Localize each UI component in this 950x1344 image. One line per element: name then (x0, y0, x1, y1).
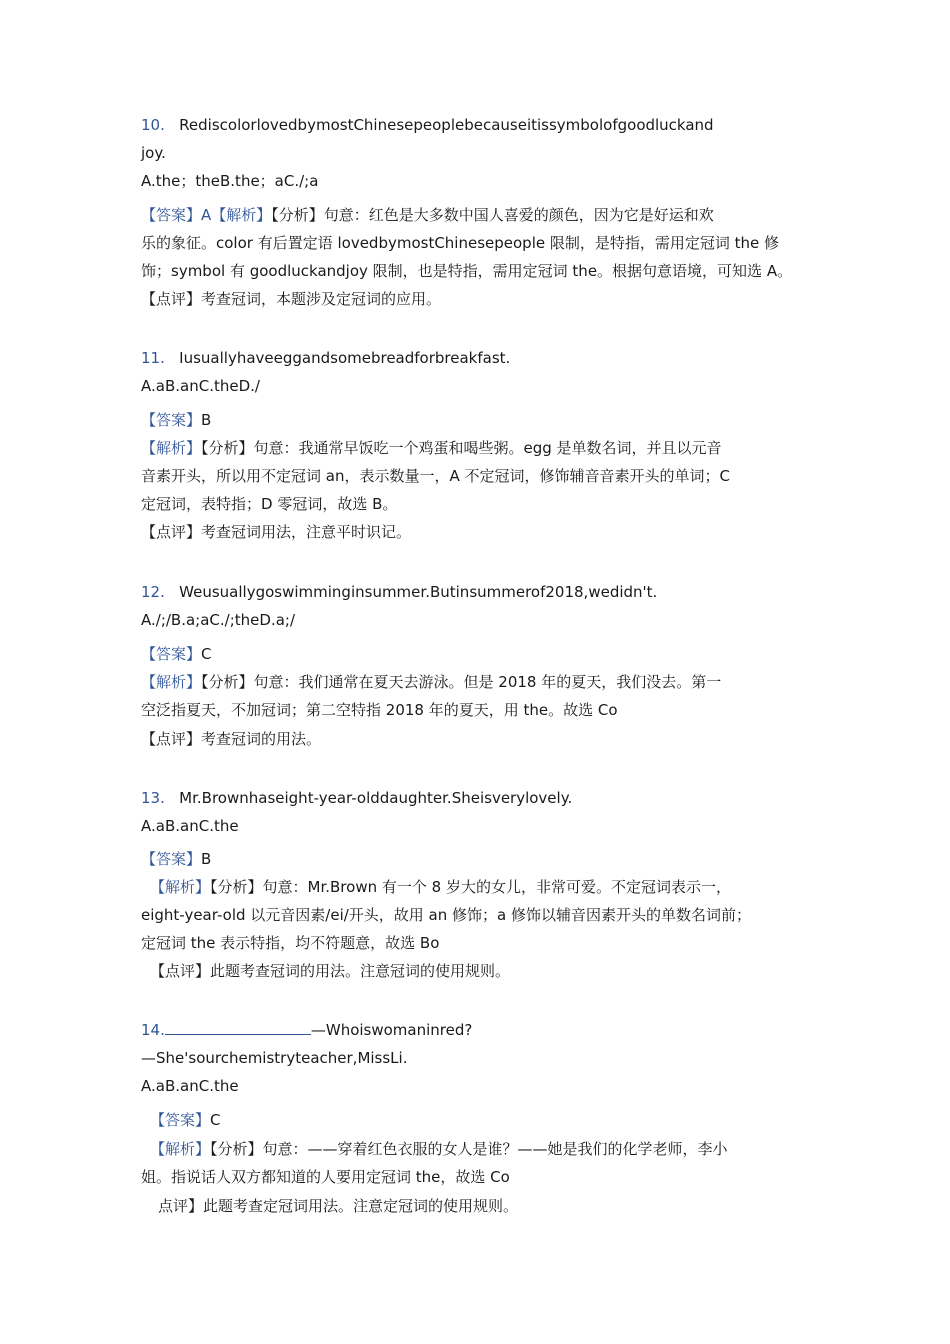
analysis-text: 【分析】句意：——穿着红色衣服的女人是谁？——她是我们的化学老师，李小 (210, 1140, 728, 1158)
analysis-tag: 【解析】 (150, 1140, 211, 1158)
question-12-comment: 【点评】考查冠词的用法。 (141, 730, 322, 748)
question-14-options: A.aB.anC.the (141, 1077, 239, 1095)
question-10-stem (141, 115, 714, 135)
question-number: 14. (141, 1021, 165, 1039)
analysis-tag: 【解析】 (141, 439, 202, 457)
answer-tag: 【答案】 (141, 411, 202, 429)
question-11-answer (141, 410, 211, 430)
answer-blank (165, 1020, 311, 1035)
question-10-comment: 【点评】考查冠词，本题涉及定冠词的应用。 (141, 290, 442, 308)
answer-tag: 【答案】 (141, 645, 202, 663)
question-14-analysis-1 (150, 1139, 728, 1159)
question-11-comment: 【点评】考查冠词用法，注意平时识记。 (141, 523, 412, 541)
analysis-tag: 【解析】 (150, 878, 211, 896)
question-11-analysis-2: 音素开头，所以用不定冠词 an，表示数量一，A 不定冠词，修饰辅音音素开头的单词；C (141, 467, 730, 485)
answer-tag: 【答案】 (141, 206, 202, 224)
question-11-analysis-3: 定冠词，表特指；D 零冠词，故选 B。 (141, 495, 398, 513)
analysis-tag: 【解析】 (141, 673, 202, 691)
analysis-text: 【分析】句意：Mr.Brown 有一个 8 岁大的女儿，非常可爱。不定冠词表示一， (210, 878, 731, 896)
question-text: Weusuallygoswimminginsummer.Butinsummerof2018,wedidn't. (179, 583, 658, 601)
question-13-answer (141, 849, 211, 869)
question-13-stem (141, 788, 572, 808)
question-text: Iusuallyhaveeggandsomebreadforbreakfast. (179, 349, 511, 367)
question-14-answer (150, 1110, 221, 1130)
question-text: RediscolorlovedbymostChinesepeoplebecauseitissymbolofgoodluckand (179, 116, 714, 134)
question-number: 11. (141, 349, 165, 367)
question-number: 12. (141, 583, 165, 601)
question-text: —Whoiswomaninred? (310, 1021, 473, 1039)
question-10-options: A.the；theB.the；aC./;a (141, 172, 319, 190)
question-13-analysis-1 (150, 877, 731, 897)
question-12-answer (141, 644, 212, 664)
question-13-analysis-3: 定冠词 the 表示特指，均不符题意，故选 Bo (141, 934, 440, 952)
answer-value: C (201, 645, 212, 663)
question-10-stem-cont: joy. (141, 144, 166, 162)
question-14-comment: 点评】此题考查定冠词用法。注意定冠词的使用规则。 (158, 1197, 519, 1215)
question-12-options: A./;/B.a;aC./;theD.a;/ (141, 611, 296, 629)
answer-tag: 【答案】 (150, 1111, 211, 1129)
question-10-analysis-2: 乐的象征。color 有后置定语 lovedbymostChinesepeople 限制，是特指，需用定冠词 the 修 (141, 234, 780, 252)
analysis-text: 【分析】句意：我通常早饭吃一个鸡蛋和喝些粥。egg 是单数名词，并且以元音 (201, 439, 722, 457)
answer-value: B (201, 850, 212, 868)
question-10-analysis-1 (141, 205, 714, 225)
question-14-stem-cont: —She'sourchemistryteacher,MissLi. (141, 1049, 408, 1067)
question-13-options: A.aB.anC.the (141, 817, 239, 835)
question-number: 13. (141, 789, 165, 807)
question-number: 10. (141, 116, 165, 134)
analysis-tag: 【解析】 (211, 206, 272, 224)
question-12-analysis-1 (141, 672, 721, 692)
analysis-text: 【分析】句意：我们通常在夏天去游泳。但是 2018 年的夏天，我们没去。第一 (201, 673, 722, 691)
question-12-analysis-2: 空泛指夏天，不加冠词；第二空特指 2018 年的夏天，用 the。故选 Co (141, 701, 618, 719)
question-13-comment: 【点评】此题考查冠词的用法。注意冠词的使用规则。 (150, 962, 511, 980)
answer-value: A (201, 206, 212, 224)
question-14-stem (141, 1020, 472, 1040)
analysis-text: 【分析】句意：红色是大多数中国人喜爱的颜色，因为它是好运和欢 (271, 206, 714, 224)
answer-value: C (210, 1111, 221, 1129)
question-14-analysis-2: 姐。指说话人双方都知道的人要用定冠词 the，故选 Co (141, 1168, 510, 1186)
question-13-analysis-2: eight-year-old 以元音因素/ei/开头，故用 an 修饰；a 修饰以辅音因素开头的单数名词前； (141, 906, 751, 924)
question-12-stem (141, 582, 657, 602)
question-11-stem (141, 348, 510, 368)
question-10-analysis-3: 饰；symbol 有 goodluckandjoy 限制，也是特指，需用定冠词 the。根据句意语境，可知选 A。 (141, 262, 793, 280)
question-11-analysis-1 (141, 438, 722, 458)
question-text: Mr.Brownhaseight-year-olddaughter.Sheisverylovely. (179, 789, 573, 807)
answer-tag: 【答案】 (141, 850, 202, 868)
question-11-options: A.aB.anC.theD./ (141, 377, 260, 395)
answer-value: B (201, 411, 212, 429)
